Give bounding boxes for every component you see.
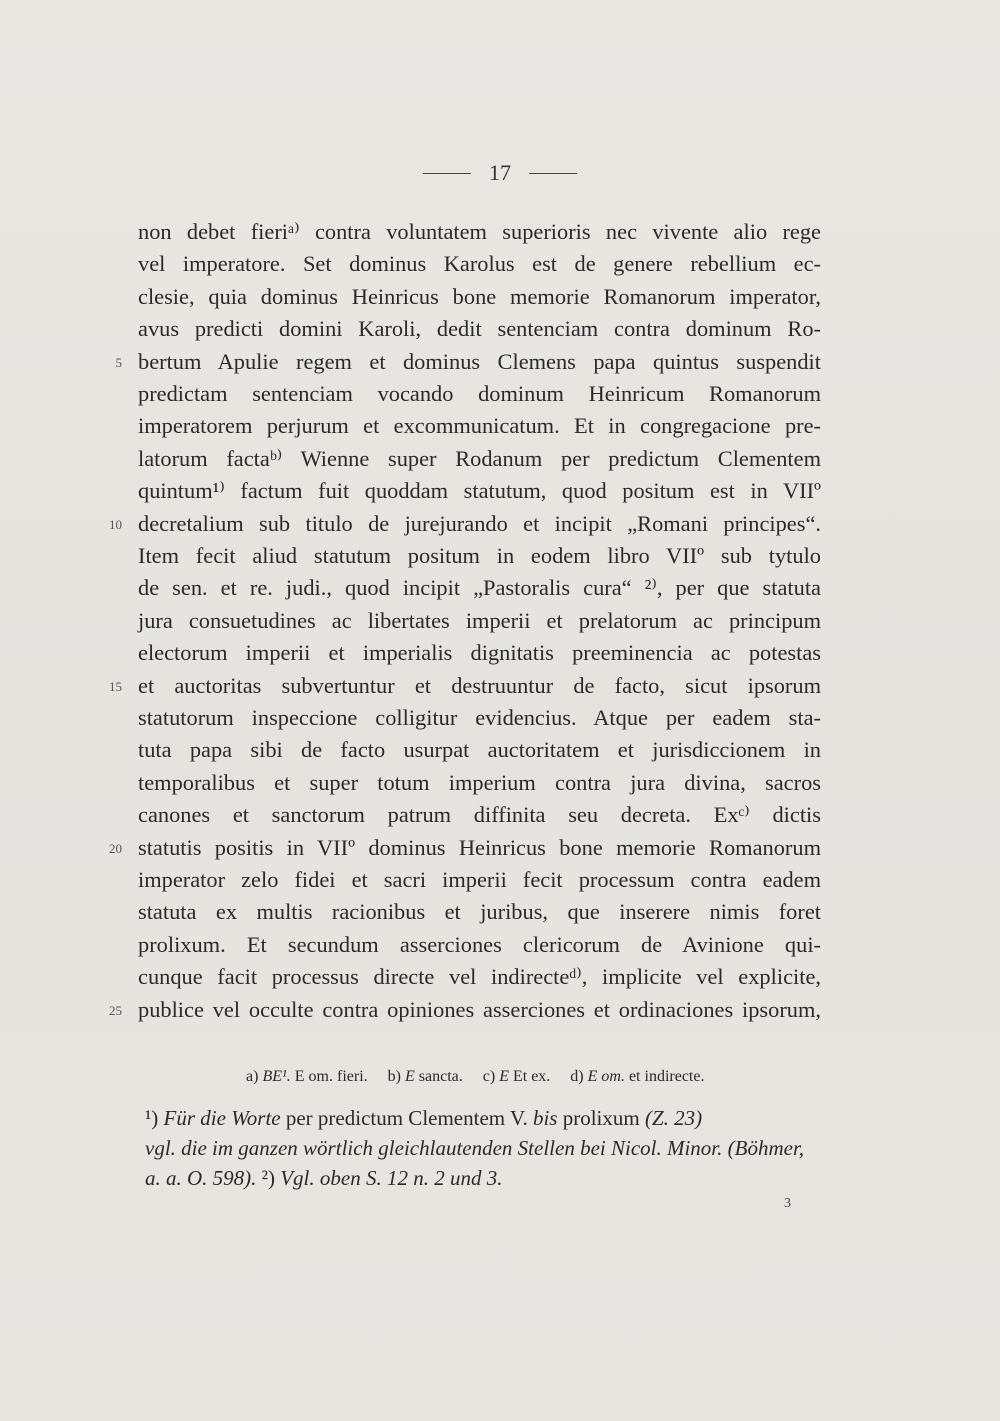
variant-mark: c)	[482, 1068, 496, 1085]
text-line: tuta papa sibi de facto usurpat auctoritatem et jurisdiccionem in	[138, 737, 821, 763]
text-line: predictam sentenciam vocando dominum Heinricum Romanorum	[138, 381, 821, 406]
variant-note	[246, 1064, 368, 1090]
variant-sigla: E	[404, 1068, 415, 1085]
variant-reading: Et ex.	[512, 1068, 551, 1085]
variant-reading: E om. fieri.	[294, 1068, 368, 1085]
text-line: jura consuetudines ac libertates imperii et prelatorum ac principum	[138, 607, 821, 633]
variant-reading: sancta.	[418, 1068, 463, 1085]
footnote-segment: prolixum	[557, 1106, 645, 1130]
text-line: statutorum inspeccione colligitur evidencius. Atque per eadem sta-	[138, 705, 821, 730]
signature-mark: 3	[784, 1196, 791, 1211]
text-line: prolixum. Et secundum asserciones clericorum de Avinione qui-	[138, 931, 821, 957]
variant-sigla: E	[499, 1068, 509, 1085]
footnote-segment: per predictum Clementem V.	[280, 1106, 533, 1130]
text-line: bertum Apulie regem et dominus Clemens papa quintus suspendit	[138, 348, 821, 374]
footnote-segment: vgl. die im ganzen wörtlich gleichlautenden Stellen bei Nicol. Minor. (Böhmer,	[145, 1136, 805, 1160]
text-line: electorum imperii et imperialis dignitatis preeminencia ac potestas	[138, 640, 821, 666]
text-line: statuta ex multis racionibus et juribus, que inserere nimis foret	[138, 899, 821, 925]
variant-mark: a)	[246, 1068, 259, 1085]
text-line: clesie, quia dominus Heinricus bone memorie Romanorum imperator,	[138, 283, 821, 309]
footnote-segment: Vgl. oben S. 12 n. 2 und 3.	[280, 1166, 503, 1190]
text-line: et auctoritas subvertuntur et destruuntur de facto, sicut ipsorum	[138, 672, 821, 698]
variant-note	[570, 1064, 704, 1090]
text-line: vel imperatore. Set dominus Karolus est de genere rebellium ec-	[138, 251, 821, 277]
line-number: 15	[109, 678, 122, 694]
footnote-segment: (Z. 23)	[644, 1106, 703, 1130]
text-line: statutis positis in VIIº dominus Heinricus bone memorie Romanorum	[138, 834, 821, 860]
footnote-line	[145, 1102, 825, 1134]
variant-note	[483, 1064, 551, 1090]
footnote-line	[145, 1162, 825, 1194]
text-line: decretalium sub titulo de jurejurando et incipit „Romani principes“.	[138, 510, 821, 536]
variant-sigla: BE¹.	[262, 1068, 291, 1085]
line-number: 25	[109, 1002, 122, 1018]
variant-mark: d)	[570, 1068, 584, 1085]
header-rule-right	[529, 173, 577, 174]
footnote-line	[145, 1132, 825, 1164]
line-number: 10	[109, 516, 122, 532]
line-number: 5	[115, 354, 122, 370]
text-line: de sen. et re. judi., quod incipit „Pastoralis cura“ ²⁾, per que statuta	[138, 575, 821, 601]
text-line: Item fecit aliud statutum positum in eodem libro VIIº sub tytulo	[138, 543, 821, 568]
footnote-segment: ²)	[256, 1166, 281, 1190]
footnote-segment: bis	[532, 1106, 558, 1130]
line-number: 20	[109, 840, 122, 856]
footnote-segment: a. a. O. 598).	[145, 1166, 257, 1190]
text-line: imperator zelo fidei et sacri imperii fecit processum contra eadem	[138, 867, 821, 892]
variant-apparatus	[246, 1064, 826, 1090]
variant-reading: et indirecte.	[628, 1068, 705, 1085]
text-line: temporalibus et super totum imperium contra jura divina, sacros	[138, 769, 821, 795]
variant-sigla: E om.	[587, 1068, 625, 1085]
text-line: non debet fieriᵃ⁾ contra voluntatem superioris nec vivente alio rege	[138, 219, 821, 244]
text-line: avus predicti domini Karoli, dedit sentenciam contra dominum Ro-	[138, 316, 821, 342]
header-rule-left	[423, 173, 471, 174]
text-line: quintum¹⁾ factum fuit quoddam statutum, quod positum est in VIIº	[138, 478, 821, 504]
page-header	[0, 158, 1000, 188]
variant-note	[388, 1064, 463, 1090]
text-line: imperatorem perjurum et excommunicatum. Et in congregacione pre-	[138, 413, 821, 439]
footnote-segment: Für die Worte	[163, 1106, 281, 1130]
text-line: publice vel occulte contra opiniones asserciones et ordinaciones ipsorum,	[138, 996, 821, 1022]
text-line: canones et sanctorum patrum diffinita seu decreta. Exᶜ⁾ dictis	[138, 802, 821, 828]
page-number: 17	[489, 160, 511, 185]
text-line: cunque facit processus directe vel indirecteᵈ⁾, implicite vel explicite,	[138, 964, 821, 990]
text-line: latorum factaᵇ⁾ Wienne super Rodanum per predictum Clementem	[138, 445, 821, 471]
footnote-segment: ¹)	[145, 1106, 164, 1130]
variant-mark: b)	[387, 1068, 401, 1085]
